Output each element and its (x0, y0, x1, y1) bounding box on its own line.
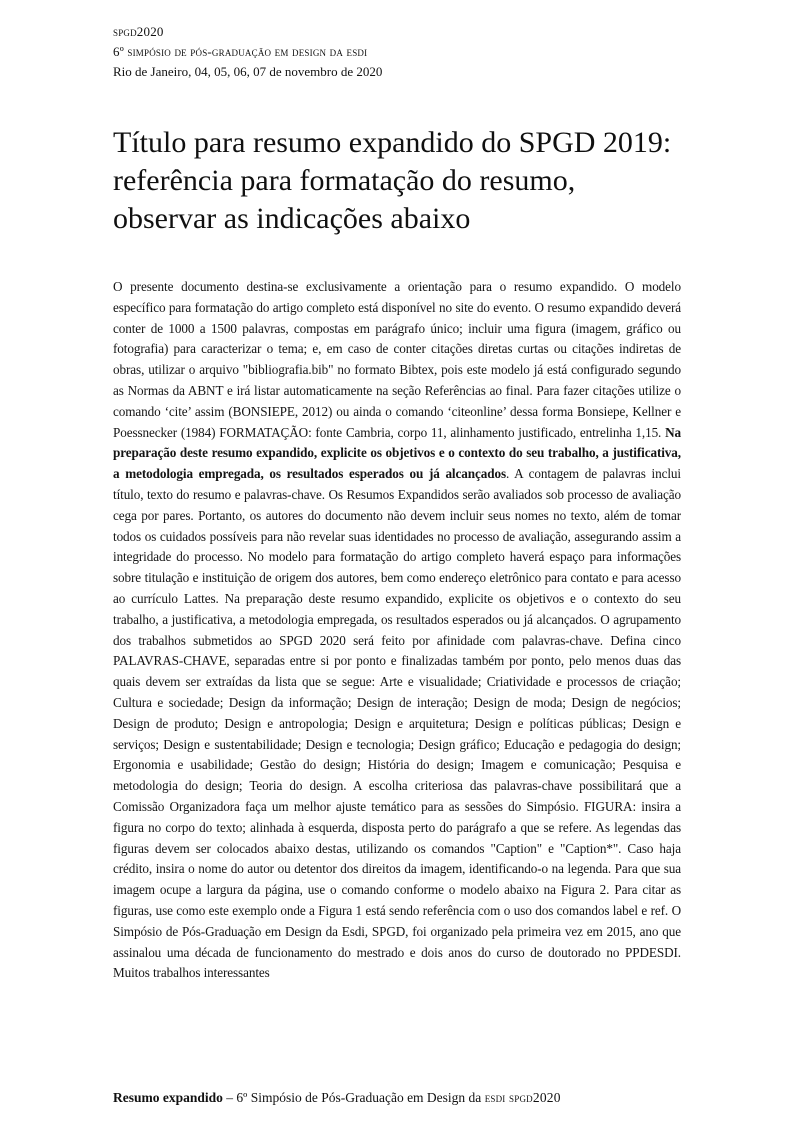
document-footer (113, 1088, 681, 1107)
footer-label: Resumo expandido (113, 1090, 223, 1105)
abstract-text-part1: O presente documento destina-se exclusivamente a orientação para o resumo expandido. O modelo específico para formatação do artigo completo está disponível no site do evento. O resumo expandido deverá conter de 1000 a 1500 palavras, compostas em parágrafo único; incluir uma figura (imagem, gráfico ou fotografia) para caracterizar o tema; e, em caso de conter citações diretas curtas ou citações indiretas de obras, utilizar o arquivo "bibliografia.bib" no formato Bibtex, pois este modelo já está configurado segundo as Normas da ABNT e irá listar automaticamente na seção Referências ao final. Para fazer citações utilize o comando ‘cite’ assim (BONSIEPE, 2012) ou ainda o comando ‘citeonline’ dessa forma Bonsiepe, Kellner e Poessnecker (1984) FORMATAÇÃO: fonte Cambria, corpo 11, alinhamento justificado, entrelinha 1,15. (113, 279, 681, 440)
abstract-text-bold: Na preparação deste resumo expandido, explicite os objetivos e o contexto do seu trabalho, a justificativa, a metodologia empregada, os resultados esperados ou já alcançados (113, 424, 681, 482)
header-location-date: Rio de Janeiro, 04, 05, 06, 07 de novembro de 2020 (113, 64, 383, 79)
header-event-name: 6º simpósio de pós-graduação em design da esdi (113, 44, 368, 59)
paper-title: Título para resumo expandido do SPGD 2019: referência para formatação do resumo, observar as indicações abaixo (113, 126, 672, 235)
document-header (113, 22, 681, 82)
abstract-paragraph (113, 277, 681, 1068)
footer-event-title: – 6º Simpósio de Pós-Graduação em Design da (222, 1090, 485, 1105)
abstract-text-part2: . A contagem de palavras inclui título, texto do resumo e palavras-chave. Os Resumos Expandidos serão avaliados sob processo de avaliação cega por pares. Portanto, os autores do documento não devem incluir seus nomes no texto, além de tomar todos os cuidados possíveis para não revelar suas identidades no processo de avaliação, assegurando assim a integridade do processo. No modelo para formatação do artigo completo haverá espaço para informações sobre titulação e instituição de origem dos autores, bem como endereço eletrônico para contato e para acesso ao currículo Lattes. Na preparação deste resumo expandido, explicite os objetivos e o contexto do seu trabalho, a justificativa, a metodologia empregada, os resultados esperados ou já alcançados. O agrupamento dos trabalhos submetidos ao SPGD 2020 será feito por afinidade com palavras-chave. Defina cinco PALAVRAS-CHAVE, separadas entre si por ponto e finalizadas também por ponto, pelo menos duas das quais devem ser extraídas da lista que se segue: Arte e visualidade; Criatividade e processos de criação; Cultura e sociedade; Design da informação; Design de interação; Design de moda; Design de negócios; Design de produto; Design e antropologia; Design e arquitetura; Design e políticas públicas; Design e serviços; Design e sustentabilidade; Design e tecnologia; Design gráfico; Educação e pedagogia do design; Ergonomia e usabilidade; Gestão do design; História do design; Imagem e comunicação; Pesquisa e metodologia do design; Teoria do design. A escolha criteriosa das palavras-chave possibilitará que a Comissão Organizadora faça um melhor ajuste temático para as sessões do Simpósio. FIGURA: insira a figura no corpo do texto; alinhada à esquerda, disposta perto do parágrafo a que se refere. As legendas das figuras devem ser colocados abaixo destas, utilizando os comandos "Caption" e "Caption*". Caso haja crédito, insira o nome do autor ou detentor dos direitos da imagem, identificando-o na legenda. Para que sua imagem ocupe a largura da página, use o comando conforme o modelo abaixo na Figura 2. Para citar as figuras, use como este exemplo onde a Figura 1 está sendo referência com o uso dos comandos label e ref. O Simpósio de Pós-Graduação em Design da Esdi, SPGD, foi organizado pela primeira vez em 2015, ano que assinalou uma década de funcionamento do mestrado e dois anos do curso de doutorado no PPDESDI. Muitos trabalhos interessantes (113, 466, 681, 981)
footer-event-code: esdi spgd2020 (484, 1090, 561, 1105)
header-event-code: spgd2020 (113, 24, 164, 39)
